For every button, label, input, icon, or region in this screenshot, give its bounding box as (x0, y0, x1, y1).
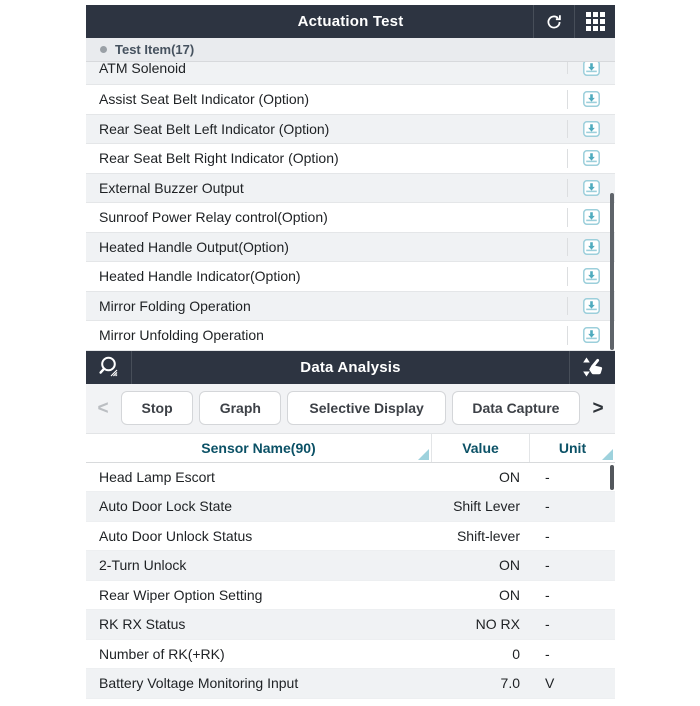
sensor-value: 7.0 (500, 675, 520, 692)
test-item-label: Rear Seat Belt Right Indicator (Option) (99, 150, 339, 167)
test-item-list (86, 62, 615, 351)
sensor-row[interactable] (86, 581, 615, 611)
divider (567, 267, 568, 286)
test-item-label: Mirror Unfolding Operation (99, 327, 264, 344)
test-item-action-cell[interactable] (567, 203, 615, 232)
test-item-action-cell[interactable] (567, 85, 615, 114)
download-icon (583, 121, 600, 137)
sensor-row[interactable] (86, 522, 615, 552)
sensor-row[interactable] (86, 669, 615, 699)
test-item-label: External Buzzer Output (99, 179, 244, 196)
test-item-row[interactable] (86, 321, 615, 351)
divider (567, 90, 568, 109)
test-list-scrollbar[interactable] (610, 193, 614, 350)
sensor-value: ON (499, 557, 520, 574)
stop-button[interactable]: Stop (121, 391, 193, 425)
sensor-table-header (86, 434, 615, 463)
download-icon (583, 62, 600, 76)
column-header-value[interactable] (432, 434, 530, 462)
column-header-unit[interactable] (530, 434, 615, 462)
download-icon (583, 327, 600, 343)
test-item-action-cell[interactable] (567, 174, 615, 203)
download-icon (583, 91, 600, 107)
test-item-label: Assist Seat Belt Indicator (Option) (99, 91, 310, 108)
sensor-name: Head Lamp Escort (99, 468, 215, 485)
sensor-value: 0 (512, 645, 520, 662)
test-item-count-label: Test Item(17) (115, 42, 195, 57)
test-item-action-cell[interactable] (567, 115, 615, 144)
search-button[interactable] (86, 351, 132, 384)
sensor-table-scrollbar[interactable] (610, 465, 614, 490)
test-item-row[interactable] (86, 262, 615, 292)
unit-header-label: Unit (558, 439, 587, 456)
prev-page-button[interactable]: < (97, 397, 109, 419)
test-item-row[interactable] (86, 85, 615, 115)
diagnostic-app (86, 5, 615, 701)
sensor-unit: - (545, 468, 550, 485)
test-item-row[interactable] (86, 144, 615, 174)
sensor-name: Auto Door Lock State (99, 498, 233, 515)
test-item-row[interactable] (86, 292, 615, 322)
sensor-unit: - (545, 616, 550, 633)
divider (567, 208, 568, 227)
download-icon (583, 150, 600, 166)
refresh-icon (544, 12, 564, 32)
bullet-icon (100, 46, 107, 53)
sensor-row[interactable] (86, 463, 615, 493)
magnifier-icon (96, 355, 122, 379)
test-item-row[interactable] (86, 115, 615, 145)
sensor-value: NO RX (475, 616, 520, 633)
test-item-row[interactable] (86, 203, 615, 233)
sensor-unit: V (545, 675, 555, 692)
sensor-unit: - (545, 527, 550, 544)
sensor-name-header-label: Sensor Name(90) (201, 439, 316, 456)
sensor-name: Auto Door Unlock Status (99, 527, 253, 544)
value-header-label: Value (462, 439, 499, 456)
divider (567, 120, 568, 139)
sort-icon (602, 449, 613, 460)
test-item-row[interactable] (86, 62, 615, 85)
test-item-action-cell[interactable] (567, 62, 615, 79)
data-analysis-header (86, 351, 615, 384)
actuation-test-header (86, 5, 615, 38)
test-item-label: Heated Handle Indicator(Option) (99, 268, 301, 285)
test-item-row[interactable] (86, 174, 615, 204)
test-item-label: Mirror Folding Operation (99, 297, 251, 314)
sensor-value: Shift-lever (456, 527, 520, 544)
refresh-button[interactable] (533, 5, 574, 38)
sensor-unit: - (545, 586, 550, 603)
test-item-action-cell[interactable] (567, 321, 615, 350)
test-item-label: Rear Seat Belt Left Indicator (Option) (99, 120, 330, 137)
next-page-button[interactable]: > (592, 397, 604, 419)
data-capture-button[interactable]: Data Capture (452, 391, 580, 425)
divider (567, 149, 568, 168)
sensor-row[interactable] (86, 551, 615, 581)
data-analysis-title: Data Analysis (300, 358, 401, 376)
grid-menu-icon (586, 12, 605, 31)
test-item-row[interactable] (86, 233, 615, 263)
sort-icon (418, 449, 429, 460)
scroll-mode-button[interactable] (569, 351, 615, 384)
sensor-unit: - (545, 645, 550, 662)
hand-drag-icon (581, 356, 605, 378)
selective-display-button[interactable]: Selective Display (287, 391, 445, 425)
test-item-section-header (86, 38, 615, 62)
test-item-action-cell[interactable] (567, 292, 615, 321)
sensor-name: Number of RK(+RK) (99, 645, 225, 662)
sensor-value: ON (499, 468, 520, 485)
divider (567, 238, 568, 257)
test-item-label: Heated Handle Output(Option) (99, 238, 289, 255)
divider (567, 326, 568, 345)
graph-button[interactable]: Graph (199, 391, 281, 425)
sensor-name: Rear Wiper Option Setting (99, 586, 263, 603)
sensor-row[interactable] (86, 492, 615, 522)
download-icon (583, 180, 600, 196)
download-icon (583, 239, 600, 255)
divider (567, 297, 568, 316)
sensor-table-body (86, 463, 615, 699)
sensor-name: RK RX Status (99, 616, 186, 633)
test-item-action-cell[interactable] (567, 233, 615, 262)
test-item-action-cell[interactable] (567, 144, 615, 173)
column-header-sensor-name[interactable] (86, 434, 432, 462)
divider (567, 179, 568, 198)
sensor-value: Shift Lever (453, 498, 520, 515)
download-icon (583, 268, 600, 284)
sensor-unit: - (545, 557, 550, 574)
sensor-name: Battery Voltage Monitoring Input (99, 675, 299, 692)
sensor-value: ON (499, 586, 520, 603)
download-icon (583, 209, 600, 225)
download-icon (583, 298, 600, 314)
actuation-test-title: Actuation Test (297, 13, 404, 30)
test-item-action-cell[interactable] (567, 262, 615, 291)
sensor-name: 2-Turn Unlock (99, 557, 187, 574)
sensor-row[interactable] (86, 610, 615, 640)
sensor-row[interactable] (86, 640, 615, 670)
divider (567, 62, 568, 74)
sensor-unit: - (545, 498, 550, 515)
test-item-label: ATM Solenoid (99, 62, 186, 76)
grid-menu-button[interactable] (574, 5, 615, 38)
data-analysis-toolbar (86, 384, 615, 434)
test-item-label: Sunroof Power Relay control(Option) (99, 209, 328, 226)
